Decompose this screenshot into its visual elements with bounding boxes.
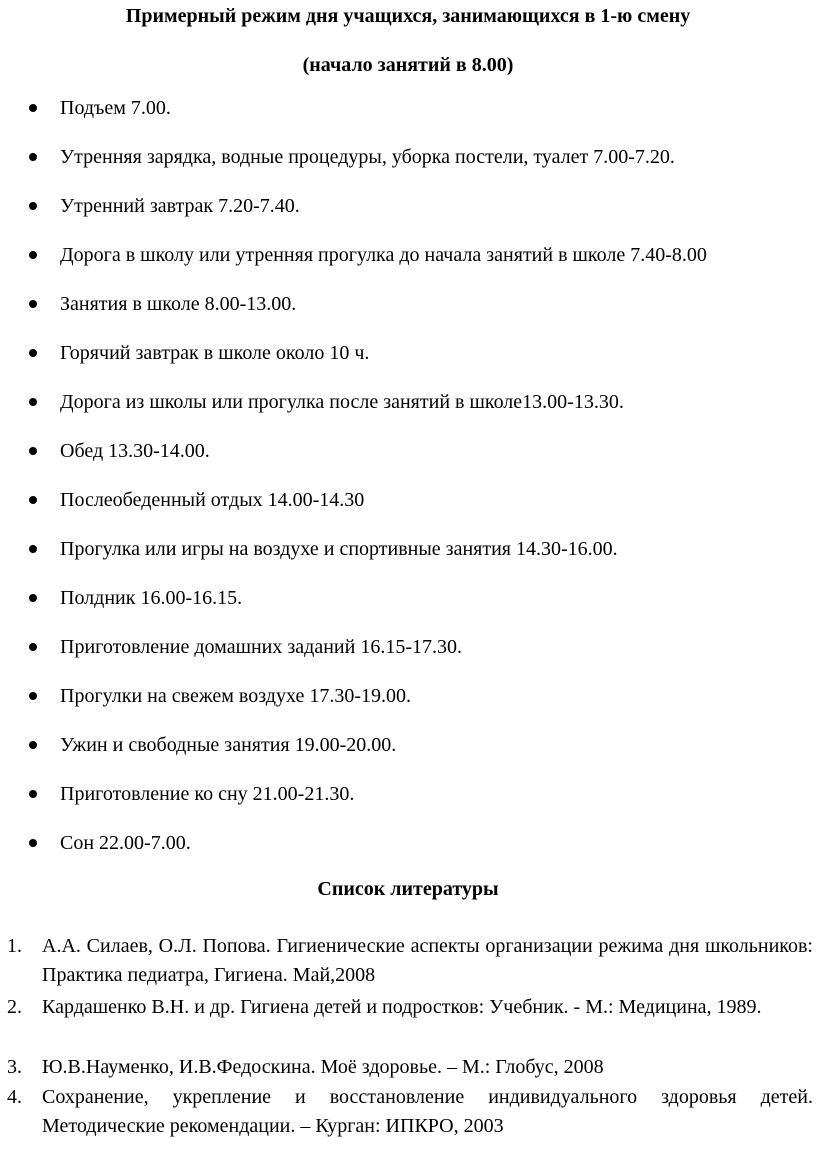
bullet-icon <box>29 202 37 210</box>
bullet-icon <box>29 349 37 357</box>
literature-item-number: 2. <box>7 996 22 1018</box>
schedule-item-text: Горячий завтрак в школе около 10 ч. <box>60 342 370 364</box>
schedule-item <box>0 145 816 169</box>
bullet-icon <box>29 496 37 504</box>
literature-item-text: Сохранение, укрепление и восстановление индивидуального здоровья детей. Методические рекомендации. – Курган: ИПКРО, 2003 <box>42 1086 813 1137</box>
schedule-item-text: Дорога в школу или утренняя прогулка до начала занятий в школе 7.40-8.00 <box>60 244 707 266</box>
schedule-item-text: Утренний завтрак 7.20-7.40. <box>60 195 300 217</box>
bullet-icon <box>29 545 37 553</box>
schedule-item-text: Обед 13.30-14.00. <box>60 440 210 462</box>
bullet-icon <box>29 300 37 308</box>
bullet-icon <box>29 741 37 749</box>
schedule-item-text: Прогулка или игры на воздухе и спортивные занятия 14.30-16.00. <box>60 538 618 560</box>
schedule-item <box>0 782 816 806</box>
literature-item-text: А.А. Силаев, О.Л. Попова. Гигиенические аспекты организации режима дня школьников: Практика педиатра, Гигиена. Май,2008 <box>42 935 813 986</box>
schedule-item-text: Подъем 7.00. <box>60 97 171 119</box>
bullet-icon <box>29 692 37 700</box>
literature-item-text: Ю.В.Науменко, И.В.Федоскина. Моё здоровье. – М.: Глобус, 2008 <box>42 1056 604 1078</box>
literature-item-text: Кардашенко В.Н. и др. Гигиена детей и подростков: Учебник. - М.: Медицина, 1989. <box>42 996 762 1018</box>
bullet-icon <box>29 447 37 455</box>
literature-heading: Список литературы <box>317 878 499 900</box>
schedule-item <box>0 586 816 610</box>
literature-item-number: 3. <box>7 1056 22 1078</box>
schedule-item <box>0 194 816 218</box>
schedule-item <box>0 684 816 708</box>
schedule-item-text: Приготовление ко сну 21.00-21.30. <box>60 783 355 805</box>
schedule-item-text: Ужин и свободные занятия 19.00-20.00. <box>60 734 397 756</box>
schedule-item-text: Полдник 16.00-16.15. <box>60 587 243 609</box>
schedule-item-text: Прогулки на свежем воздухе 17.30-19.00. <box>60 685 411 707</box>
document-title: Примерный режим дня учащихся, занимающихся в 1-ю смену <box>125 5 691 27</box>
schedule-item-text: Послеобеденный отдых 14.00-14.30 <box>60 489 365 511</box>
schedule-item-text: Занятия в школе 8.00-13.00. <box>60 293 297 315</box>
schedule-item <box>0 488 816 512</box>
bullet-icon <box>29 643 37 651</box>
schedule-item <box>0 635 816 659</box>
bullet-icon <box>29 790 37 798</box>
bullet-icon <box>29 398 37 406</box>
schedule-item-text: Дорога из школы или прогулка после занятий в школе13.00-13.30. <box>60 391 624 413</box>
bullet-icon <box>29 104 37 112</box>
schedule-item-text: Утренняя зарядка, водные процедуры, уборка постели, туалет 7.00-7.20. <box>60 146 675 168</box>
bullet-icon <box>29 153 37 161</box>
literature-item-number: 4. <box>7 1086 22 1108</box>
schedule-item <box>0 96 816 120</box>
literature-item-number: 1. <box>7 935 22 957</box>
bullet-icon <box>29 251 37 259</box>
schedule-item <box>0 341 816 365</box>
document-subtitle: (начало занятий в 8.00) <box>302 54 514 76</box>
schedule-item <box>0 292 816 316</box>
schedule-item <box>0 439 816 463</box>
schedule-item <box>0 390 816 414</box>
schedule-item <box>0 537 816 561</box>
schedule-item-text: Сон 22.00-7.00. <box>60 832 191 854</box>
schedule-item <box>0 243 816 267</box>
schedule-item <box>0 831 816 855</box>
bullet-icon <box>29 594 37 602</box>
bullet-icon <box>29 839 37 847</box>
schedule-item-text: Приготовление домашних заданий 16.15-17.30. <box>60 636 462 658</box>
schedule-item <box>0 733 816 757</box>
